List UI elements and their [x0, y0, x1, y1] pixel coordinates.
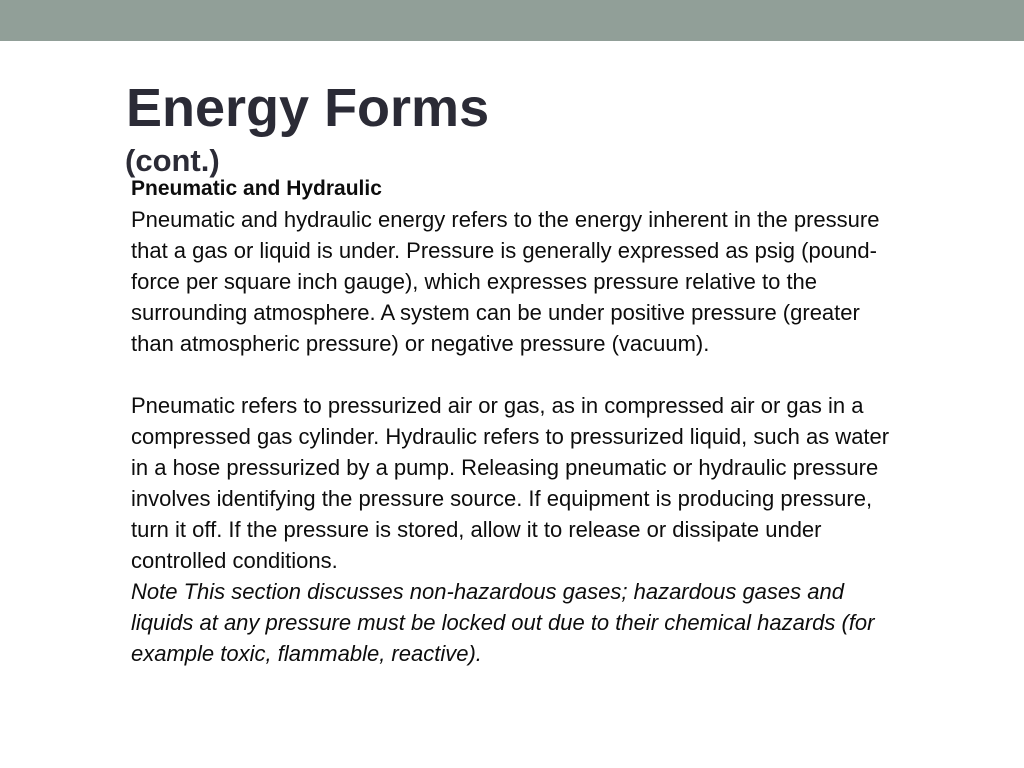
note-text: Note This section discusses non-hazardous gases; hazardous gases and liquids at any pressure must be locked out due to their chemical hazards (for example toxic, flammable, reactive). [131, 579, 875, 666]
body-paragraph-2: Pneumatic refers to pressurized air or gas, as in compressed air or gas in a compressed gas cylinder. Hydraulic refers to pressurized liquid, such as water in a hose pressurized by a pump. Releasing pneumatic or hydraulic pressure involves identifying the pressure source. If equipment is producing pressure, turn it off. If the pressure is stored, allow it to release or dissipate under controlled conditions. [131, 393, 890, 573]
slide-subtitle: (cont.) [125, 143, 220, 178]
section-heading: Pneumatic and Hydraulic [131, 177, 382, 200]
top-accent-bar [0, 0, 1024, 41]
paragraph-spacer [131, 359, 891, 390]
slide-title: Energy Forms [126, 78, 490, 138]
body-paragraph-1: Pneumatic and hydraulic energy refers to the energy inherent in the pressure that a gas or liquid is under. Pressure is generally expressed as psig (pound-force per square inch gauge), which expresses pressure relative to the surrounding atmosphere. A system can be under positive pressure (greater than atmospheric pressure) or negative pressure (vacuum). [131, 207, 880, 356]
slide-body [131, 173, 891, 669]
